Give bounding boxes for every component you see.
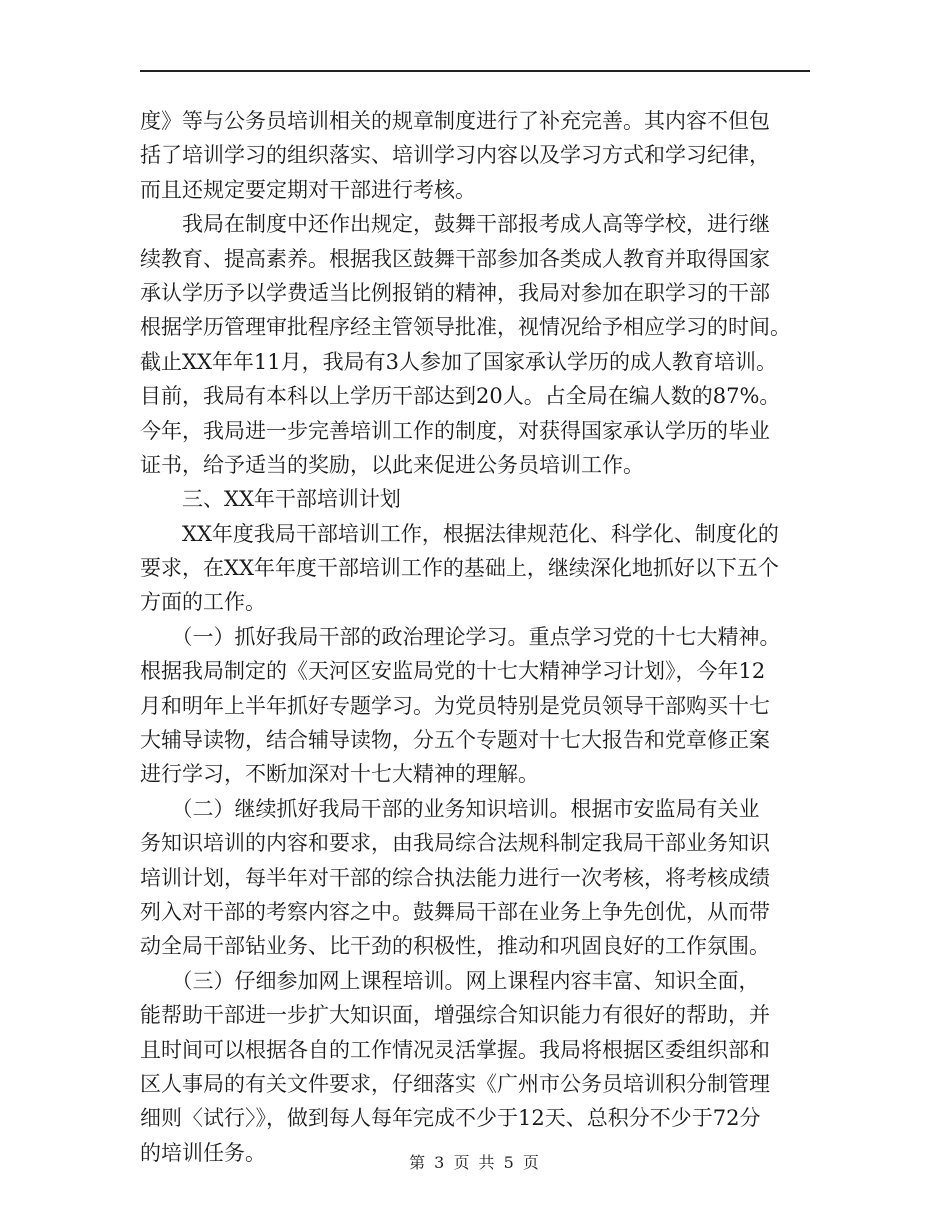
text-line: 月和明年上半年抓好专题学习。为党员特别是党员领导干部购买十七 [140, 693, 770, 718]
text-line: 承认学历予以学费适当比例报销的精神，我局对参加在职学习的干部 [140, 280, 770, 305]
text-line: 目前，我局有本科以上学历干部达到20人。占全局在编人数的87%。 [140, 384, 781, 409]
text-line: （二）继续抓好我局干部的业务知识培训。根据市安监局有关业 [140, 796, 760, 821]
page-number: 第 3 页 共 5 页 [409, 1153, 541, 1172]
text-line: 细则〈试行〉》，做到每人每年完成不少于12天、总积分不少于72分 [140, 1106, 761, 1131]
text-line: 方面的工作。 [140, 590, 266, 615]
text-line: 列入对干部的考察内容之中。鼓舞局干部在业务上争先创优，从而带 [140, 899, 770, 924]
text-line: 续教育、提高素养。根据我区鼓舞干部参加各类成人教育并取得国家 [140, 246, 770, 271]
section-heading: 三、XX年干部培训计划 [140, 487, 401, 512]
body-text [140, 104, 812, 1170]
text-line: 培训计划，每半年对干部的综合执法能力进行一次考核，将考核成绩 [140, 865, 770, 890]
text-line: XX年度我局干部培训工作，根据法律规范化、科学化、制度化的 [140, 521, 779, 546]
text-line: 而且还规定要定期对干部进行考核。 [140, 177, 476, 202]
text-line: 大辅导读物，结合辅导读物，分五个专题对十七大报告和党章修正案 [140, 728, 770, 753]
text-line: 进行学习，不断加深对十七大精神的理解。 [140, 762, 539, 787]
text-line: 证书，给予适当的奖励，以此来促进公务员培训工作。 [140, 452, 644, 477]
text-line: 括了培训学习的组织落实、培训学习内容以及学习方式和学习纪律， [140, 143, 770, 168]
text-line: （三）仔细参加网上课程培训。网上课程内容丰富、知识全面， [140, 968, 760, 993]
text-line: 且时间可以根据各自的工作情况灵活掌握。我局将根据区委组织部和 [140, 1037, 770, 1062]
text-line: 截止XX年年11月，我局有3人参加了国家承认学历的成人教育培训。 [140, 349, 777, 374]
text-line: 能帮助干部进一步扩大知识面，增强综合知识能力有很好的帮助，并 [140, 1003, 770, 1028]
text-line: 根据我局制定的《天河区安监局党的十七大精神学习计划》，今年12 [140, 659, 766, 684]
text-line: 根据学历管理审批程序经主管领导批准，视情况给予相应学习的时间。 [140, 315, 791, 340]
text-line: 要求，在XX年年度干部培训工作的基础上，继续深化地抓好以下五个 [140, 556, 779, 581]
text-line: 动全局干部钻业务、比干劲的积极性，推动和巩固良好的工作氛围。 [140, 934, 770, 959]
text-line: （一）抓好我局干部的政治理论学习。重点学习党的十七大精神。 [140, 624, 781, 649]
text-line: 度》等与公务员培训相关的规章制度进行了补充完善。其内容不但包 [140, 109, 770, 133]
text-line: 今年，我局进一步完善培训工作的制度，对获得国家承认学历的毕业 [140, 418, 770, 443]
text-line: 我局在制度中还作出规定，鼓舞干部报考成人高等学校，进行继 [140, 212, 770, 237]
text-line: 区人事局的有关文件要求，仔细落实《广州市公务员培训积分制管理 [140, 1071, 770, 1096]
header-rule [140, 70, 810, 72]
text-line: 务知识培训的内容和要求，由我局综合法规科制定我局干部业务知识 [140, 831, 770, 856]
text-line: 的培训任务。 [140, 1140, 266, 1165]
